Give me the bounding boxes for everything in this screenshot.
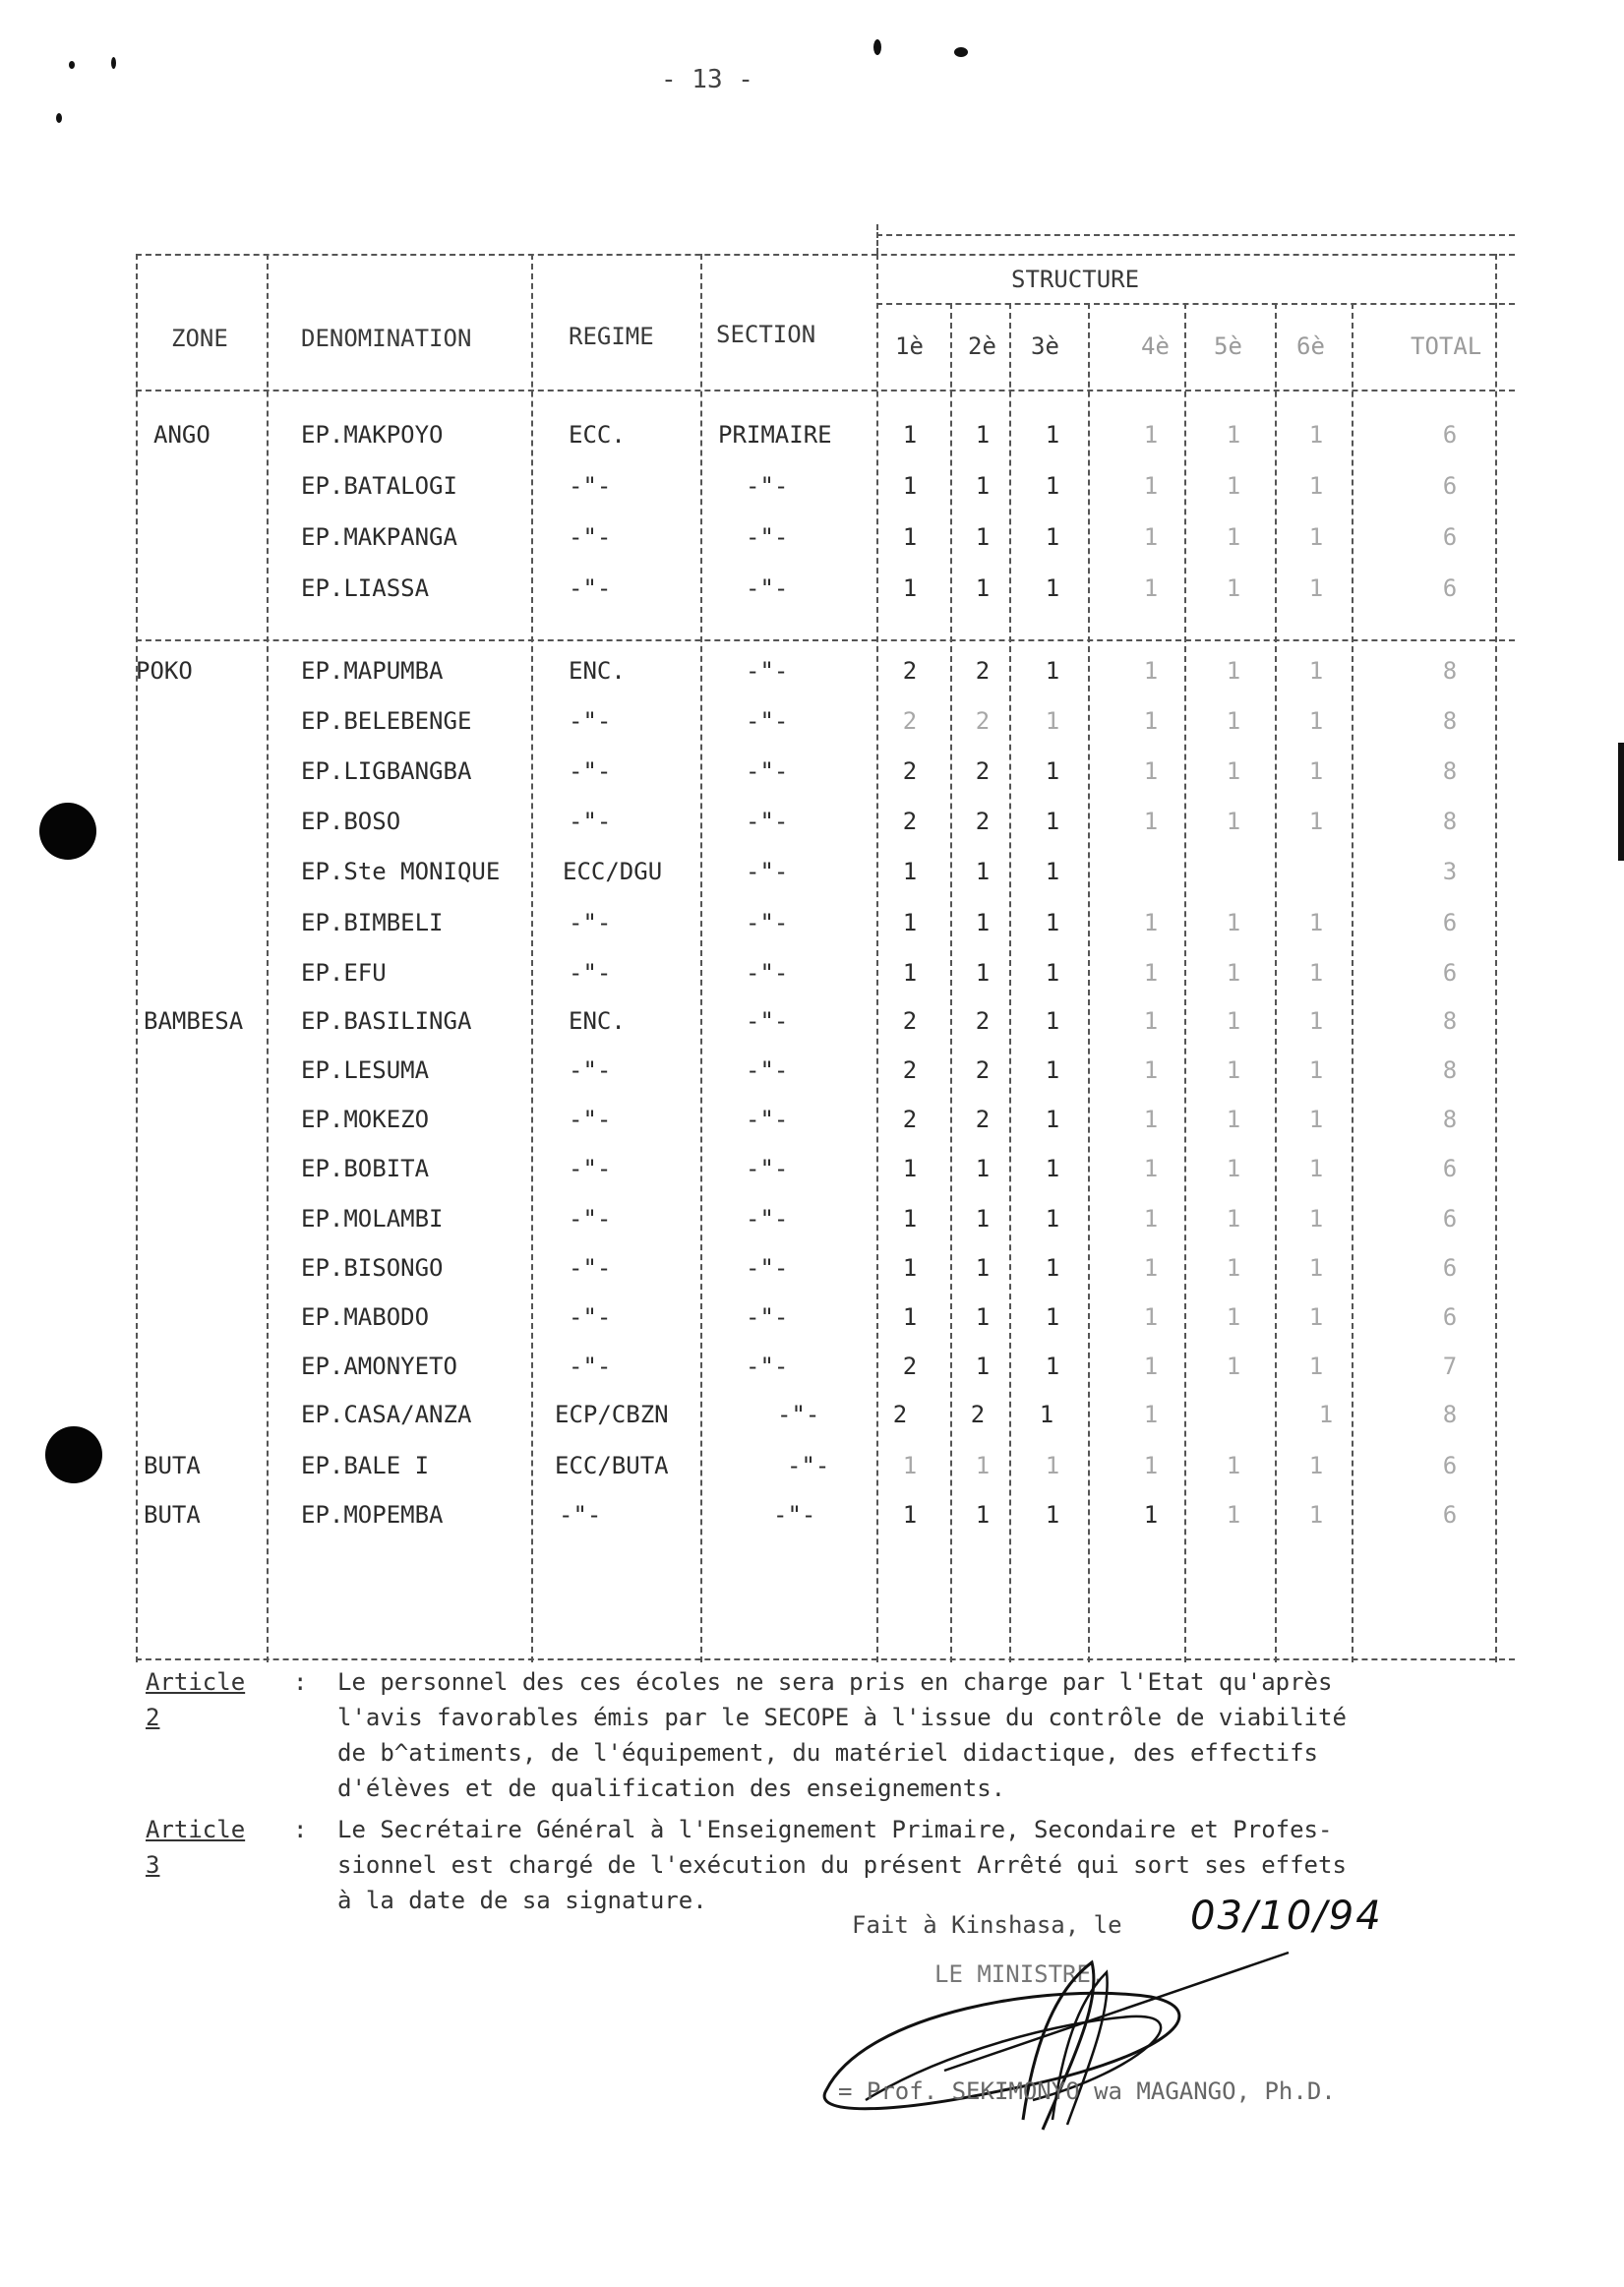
grade-5-cell: 1 <box>1226 1106 1241 1133</box>
grade-4-cell: 1 <box>1143 657 1159 685</box>
total-cell: 6 <box>1442 959 1458 987</box>
grade-3-cell: 1 <box>1045 1205 1060 1233</box>
denomination-cell: EP.BIMBELI <box>301 909 444 936</box>
grade-4-cell: 1 <box>1143 1155 1159 1182</box>
article-3-label: Article 3 <box>146 1816 246 1879</box>
grade-2-cell: 2 <box>975 1056 991 1084</box>
grade-6-cell: 1 <box>1308 1205 1324 1233</box>
scan-speck <box>69 61 75 69</box>
total-cell: 6 <box>1442 523 1458 551</box>
grade-2-cell: 1 <box>975 959 991 987</box>
section-cell: -"- <box>787 1452 830 1479</box>
total-cell: 8 <box>1442 757 1458 785</box>
grade-5-cell: 1 <box>1226 757 1241 785</box>
grade-4-cell: 1 <box>1143 757 1159 785</box>
header-grade-4: 4è <box>1141 332 1170 360</box>
grade-3-cell: 1 <box>1045 1007 1060 1035</box>
grade-3-cell: 1 <box>1045 959 1060 987</box>
regime-cell: -"- <box>569 707 612 735</box>
grade-3-cell: 1 <box>1045 472 1060 500</box>
regime-cell: -"- <box>569 1106 612 1133</box>
section-cell: -"- <box>746 1353 789 1380</box>
table-row <box>136 848 1515 895</box>
grade-6-cell: 1 <box>1308 1303 1324 1331</box>
zone-cell: BUTA <box>144 1501 201 1529</box>
section-cell: -"- <box>746 1007 789 1035</box>
header-denomination: DENOMINATION <box>301 325 472 352</box>
grade-3-cell: 1 <box>1039 1401 1054 1428</box>
table-row <box>136 997 1515 1045</box>
grade-6-cell: 1 <box>1308 523 1324 551</box>
grade-6-cell: 1 <box>1308 808 1324 835</box>
total-cell: 6 <box>1442 1303 1458 1331</box>
grade-2-cell: 1 <box>975 472 991 500</box>
regime-cell: -"- <box>569 1155 612 1182</box>
grade-6-cell: 1 <box>1308 1501 1324 1529</box>
grade-5-cell: 1 <box>1226 808 1241 835</box>
grade-2-cell: 1 <box>975 1303 991 1331</box>
grade-2-cell: 1 <box>975 1353 991 1380</box>
regime-cell: -"- <box>569 1303 612 1331</box>
grade-4-cell: 1 <box>1143 472 1159 500</box>
article-2-text: Le personnel des ces écoles ne sera pris en charge par l'Etat qu'après l'avis favorables émis par le SECOPE à l'issue du contrôle de viabilité de b^atiments, de l'équipement, du matériel didactique, des effectifs d'élèves et de qualification des enseignements. <box>337 1668 1347 1802</box>
grade-2-cell: 1 <box>975 523 991 551</box>
section-cell: -"- <box>746 523 789 551</box>
section-cell: -"- <box>746 1155 789 1182</box>
handwritten-signature <box>807 1943 1298 2139</box>
grade-3-cell: 1 <box>1045 1254 1060 1282</box>
denomination-cell: EP.BELEBENGE <box>301 707 472 735</box>
section-cell: -"- <box>746 1056 789 1084</box>
grade-5-cell: 1 <box>1226 523 1241 551</box>
grade-6-cell: 1 <box>1308 1056 1324 1084</box>
grade-1-cell: 1 <box>902 909 918 936</box>
grade-1-cell: 2 <box>902 1106 918 1133</box>
section-cell: -"- <box>777 1401 820 1428</box>
section-cell: -"- <box>773 1501 816 1529</box>
punch-hole <box>45 1426 102 1483</box>
denomination-cell: EP.MOPEMBA <box>301 1501 444 1529</box>
denomination-cell: EP.LESUMA <box>301 1056 430 1084</box>
grade-6-cell: 1 <box>1308 657 1324 685</box>
regime-cell: -"- <box>569 909 612 936</box>
grade-1-cell: 1 <box>902 959 918 987</box>
header-section: SECTION <box>716 321 816 348</box>
grade-3-cell: 1 <box>1045 523 1060 551</box>
total-cell: 8 <box>1442 707 1458 735</box>
regime-cell: ECC/DGU <box>563 858 663 885</box>
grade-6-cell: 1 <box>1308 707 1324 735</box>
grade-2-cell: 1 <box>975 858 991 885</box>
grade-1-cell: 1 <box>902 472 918 500</box>
grade-2-cell: 2 <box>975 1007 991 1035</box>
grade-2-cell: 1 <box>975 1205 991 1233</box>
regime-cell: -"- <box>569 1353 612 1380</box>
section-cell: -"- <box>746 707 789 735</box>
grade-4-cell: 1 <box>1143 574 1159 602</box>
grade-4-cell: 1 <box>1143 1056 1159 1084</box>
table-rule <box>876 234 1515 236</box>
section-cell: -"- <box>746 757 789 785</box>
section-cell: -"- <box>746 909 789 936</box>
grade-6-cell: 1 <box>1308 1254 1324 1282</box>
article-3-colon: : <box>293 1816 308 1843</box>
grade-4-cell: 1 <box>1143 1254 1159 1282</box>
regime-cell: -"- <box>569 1254 612 1282</box>
minister-title: LE MINISTRE, <box>934 1960 1106 1988</box>
table-rule <box>876 224 878 254</box>
table-rule <box>136 390 1515 391</box>
section-cell: -"- <box>746 858 789 885</box>
total-cell: 6 <box>1442 909 1458 936</box>
grade-3-cell: 1 <box>1045 421 1060 449</box>
regime-cell: ECC/BUTA <box>555 1452 669 1479</box>
table-row <box>136 513 1515 561</box>
grade-1-cell: 1 <box>902 1254 918 1282</box>
grade-2-cell: 2 <box>970 1401 986 1428</box>
grade-3-cell: 1 <box>1045 808 1060 835</box>
total-cell: 6 <box>1442 1254 1458 1282</box>
grade-4-cell: 1 <box>1143 1452 1159 1479</box>
grade-5-cell: 1 <box>1226 1353 1241 1380</box>
denomination-cell: EP.BOBITA <box>301 1155 430 1182</box>
denomination-cell: EP.MAKPOYO <box>301 421 444 449</box>
grade-4-cell: 1 <box>1143 959 1159 987</box>
grade-3-cell: 1 <box>1045 1155 1060 1182</box>
denomination-cell: EP.MABODO <box>301 1303 430 1331</box>
grade-1-cell: 2 <box>902 657 918 685</box>
header-structure: STRUCTURE <box>1011 266 1140 293</box>
grade-1-cell: 2 <box>902 1353 918 1380</box>
section-cell: -"- <box>746 472 789 500</box>
header-grade-3: 3è <box>1031 332 1059 360</box>
grade-1-cell: 2 <box>902 1056 918 1084</box>
grade-6-cell: 1 <box>1308 1155 1324 1182</box>
scan-speck <box>873 39 881 55</box>
grade-1-cell: 1 <box>902 1205 918 1233</box>
grade-3-cell: 1 <box>1045 707 1060 735</box>
grade-6-cell: 1 <box>1308 1007 1324 1035</box>
grade-5-cell: 1 <box>1226 1155 1241 1182</box>
grade-3-cell: 1 <box>1045 1501 1060 1529</box>
schools-table <box>136 254 1515 1662</box>
grade-5-cell: 1 <box>1226 1501 1241 1529</box>
table-row <box>136 411 1515 458</box>
grade-6-cell: 1 <box>1308 421 1324 449</box>
denomination-cell: EP.BASILINGA <box>301 1007 472 1035</box>
table-row <box>136 1195 1515 1242</box>
grade-1-cell: 1 <box>902 1452 918 1479</box>
table-row <box>136 1391 1515 1438</box>
table-row <box>136 748 1515 795</box>
grade-6-cell: 1 <box>1308 472 1324 500</box>
total-cell: 6 <box>1442 1155 1458 1182</box>
grade-1-cell: 2 <box>902 707 918 735</box>
handwritten-date: 03/10/94 <box>1190 1894 1383 1939</box>
table-row <box>136 565 1515 612</box>
table-row <box>136 798 1515 845</box>
grade-4-cell: 1 <box>1143 1106 1159 1133</box>
grade-2-cell: 2 <box>975 808 991 835</box>
grade-1-cell: 2 <box>902 757 918 785</box>
header-grade-1: 1è <box>895 332 924 360</box>
grade-5-cell: 1 <box>1226 1303 1241 1331</box>
grade-3-cell: 1 <box>1045 657 1060 685</box>
total-cell: 7 <box>1442 1353 1458 1380</box>
grade-5-cell: 1 <box>1226 657 1241 685</box>
denomination-cell: EP.BALE I <box>301 1452 430 1479</box>
article-2-colon: : <box>293 1668 308 1696</box>
regime-cell: -"- <box>569 959 612 987</box>
denomination-cell: EP.MOLAMBI <box>301 1205 444 1233</box>
regime-cell: ECC. <box>569 421 626 449</box>
header-total: TOTAL <box>1411 332 1482 360</box>
header-grade-5: 5è <box>1214 332 1242 360</box>
grade-3-cell: 1 <box>1045 909 1060 936</box>
denomination-cell: EP.AMONYETO <box>301 1353 457 1380</box>
grade-1-cell: 1 <box>902 421 918 449</box>
denomination-cell: EP.BATALOGI <box>301 472 457 500</box>
denomination-cell: EP.MOKEZO <box>301 1106 430 1133</box>
regime-cell: -"- <box>569 523 612 551</box>
grade-4-cell: 1 <box>1143 808 1159 835</box>
grade-1-cell: 1 <box>902 1501 918 1529</box>
section-cell: -"- <box>746 808 789 835</box>
grade-5-cell: 1 <box>1226 909 1241 936</box>
total-cell: 6 <box>1442 472 1458 500</box>
article-3-text: Le Secrétaire Général à l'Enseignement Primaire, Secondaire et Profes- sionnel est chargé de l'exécution du présent Arrêté qui sort ses effets à la date de sa signature. <box>337 1816 1347 1914</box>
grade-2-cell: 1 <box>975 1501 991 1529</box>
grade-4-cell: 1 <box>1143 421 1159 449</box>
grade-2-cell: 1 <box>975 1155 991 1182</box>
denomination-cell: EP.BISONGO <box>301 1254 444 1282</box>
grade-1-cell: 1 <box>902 523 918 551</box>
page-number: - 13 - <box>661 65 753 94</box>
regime-cell: -"- <box>569 808 612 835</box>
grade-1-cell: 1 <box>902 574 918 602</box>
grade-1-cell: 1 <box>902 1155 918 1182</box>
grade-5-cell: 1 <box>1226 1007 1241 1035</box>
grade-2-cell: 1 <box>975 421 991 449</box>
grade-2-cell: 2 <box>975 707 991 735</box>
header-grade-6: 6è <box>1296 332 1325 360</box>
denomination-cell: EP.BOSO <box>301 808 401 835</box>
grade-2-cell: 2 <box>975 757 991 785</box>
denomination-cell: EP.LIASSA <box>301 574 430 602</box>
table-row <box>136 1047 1515 1094</box>
section-cell: -"- <box>746 574 789 602</box>
grade-6-cell: 1 <box>1308 959 1324 987</box>
section-cell: -"- <box>746 1106 789 1133</box>
section-cell: -"- <box>746 959 789 987</box>
grade-6-cell: 1 <box>1308 1106 1324 1133</box>
grade-4-cell: 1 <box>1143 1353 1159 1380</box>
table-row <box>136 1096 1515 1143</box>
table-row <box>136 1145 1515 1192</box>
denomination-cell: EP.LIGBANGBA <box>301 757 472 785</box>
total-cell: 8 <box>1442 1401 1458 1428</box>
table-row <box>136 1343 1515 1390</box>
grade-5-cell: 1 <box>1226 574 1241 602</box>
scan-speck <box>111 57 116 69</box>
grade-3-cell: 1 <box>1045 1056 1060 1084</box>
table-rule <box>876 303 1515 305</box>
grade-1-cell: 2 <box>902 1007 918 1035</box>
grade-4-cell: 1 <box>1143 1501 1159 1529</box>
table-row <box>136 1244 1515 1292</box>
grade-5-cell: 1 <box>1226 1254 1241 1282</box>
denomination-cell: EP.MAPUMBA <box>301 657 444 685</box>
scan-speck <box>954 47 968 57</box>
total-cell: 6 <box>1442 421 1458 449</box>
edge-mark <box>1618 743 1624 861</box>
total-cell: 3 <box>1442 858 1458 885</box>
header-zone: ZONE <box>171 325 228 352</box>
table-row <box>136 1294 1515 1341</box>
table-row <box>136 899 1515 946</box>
grade-5-cell: 1 <box>1226 1056 1241 1084</box>
grade-5-cell: 1 <box>1226 472 1241 500</box>
grade-4-cell: 1 <box>1143 1007 1159 1035</box>
table-rule <box>136 1658 1515 1660</box>
total-cell: 8 <box>1442 1056 1458 1084</box>
total-cell: 6 <box>1442 574 1458 602</box>
table-row <box>136 462 1515 510</box>
total-cell: 6 <box>1442 1452 1458 1479</box>
zone-cell: ANGO <box>153 421 211 449</box>
section-cell: -"- <box>746 657 789 685</box>
grade-2-cell: 2 <box>975 1106 991 1133</box>
denomination-cell: EP.EFU <box>301 959 387 987</box>
denomination-cell: EP.MAKPANGA <box>301 523 457 551</box>
grade-4-cell: 1 <box>1143 909 1159 936</box>
grade-1-cell: 1 <box>902 1303 918 1331</box>
header-regime: REGIME <box>569 323 654 350</box>
total-cell: 8 <box>1442 808 1458 835</box>
grade-2-cell: 1 <box>975 1452 991 1479</box>
table-row <box>136 1491 1515 1538</box>
grade-5-cell: 1 <box>1226 1205 1241 1233</box>
table-row <box>136 647 1515 694</box>
table-row <box>136 1442 1515 1489</box>
grade-5-cell: 1 <box>1226 421 1241 449</box>
header-grade-2: 2è <box>968 332 996 360</box>
grade-1-cell: 2 <box>892 1401 908 1428</box>
grade-1-cell: 2 <box>902 808 918 835</box>
grade-4-cell: 1 <box>1143 523 1159 551</box>
place-and-date-line: Fait à Kinshasa, le <box>852 1911 1122 1939</box>
denomination-cell: EP.Ste MONIQUE <box>301 858 501 885</box>
regime-cell: -"- <box>569 757 612 785</box>
grade-3-cell: 1 <box>1045 757 1060 785</box>
scan-speck <box>56 113 62 123</box>
grade-5-cell: 1 <box>1226 707 1241 735</box>
section-cell: -"- <box>746 1303 789 1331</box>
zone-cell: BUTA <box>144 1452 201 1479</box>
total-cell: 8 <box>1442 1007 1458 1035</box>
grade-3-cell: 1 <box>1045 1353 1060 1380</box>
denomination-cell: EP.CASA/ANZA <box>301 1401 472 1428</box>
grade-6-cell: 1 <box>1308 1353 1324 1380</box>
grade-4-cell: 1 <box>1143 707 1159 735</box>
grade-4-cell: 1 <box>1143 1205 1159 1233</box>
signatory-name: = Prof. SEKIMONYO wa MAGANGO, Ph.D. <box>838 2077 1336 2105</box>
regime-cell: ECP/CBZN <box>555 1401 669 1428</box>
regime-cell: ENC. <box>569 1007 626 1035</box>
regime-cell: -"- <box>569 574 612 602</box>
regime-cell: -"- <box>569 1205 612 1233</box>
grade-5-cell: 1 <box>1226 959 1241 987</box>
grade-6-cell: 1 <box>1308 1452 1324 1479</box>
table-rule <box>136 639 1515 641</box>
grade-3-cell: 1 <box>1045 858 1060 885</box>
section-cell: PRIMAIRE <box>718 421 832 449</box>
grade-3-cell: 1 <box>1045 1106 1060 1133</box>
regime-cell: -"- <box>569 472 612 500</box>
zone-cell: BAMBESA <box>144 1007 244 1035</box>
grade-6-cell: 1 <box>1308 757 1324 785</box>
grade-3-cell: 1 <box>1045 574 1060 602</box>
grade-6-cell: 1 <box>1318 1401 1334 1428</box>
regime-cell: -"- <box>569 1056 612 1084</box>
total-cell: 8 <box>1442 1106 1458 1133</box>
grade-4-cell: 1 <box>1143 1401 1159 1428</box>
article-2-label: Article 2 <box>146 1668 246 1731</box>
grade-4-cell: 1 <box>1143 1303 1159 1331</box>
total-cell: 6 <box>1442 1501 1458 1529</box>
punch-hole <box>39 803 96 860</box>
grade-2-cell: 1 <box>975 909 991 936</box>
grade-6-cell: 1 <box>1308 574 1324 602</box>
grade-3-cell: 1 <box>1045 1452 1060 1479</box>
grade-2-cell: 2 <box>975 657 991 685</box>
regime-cell: ENC. <box>569 657 626 685</box>
grade-3-cell: 1 <box>1045 1303 1060 1331</box>
grade-1-cell: 1 <box>902 858 918 885</box>
section-cell: -"- <box>746 1254 789 1282</box>
total-cell: 8 <box>1442 657 1458 685</box>
table-row <box>136 697 1515 745</box>
regime-cell: -"- <box>559 1501 602 1529</box>
grade-2-cell: 1 <box>975 574 991 602</box>
table-rule <box>136 254 1515 256</box>
zone-cell: POKO <box>136 657 193 685</box>
total-cell: 6 <box>1442 1205 1458 1233</box>
grade-6-cell: 1 <box>1308 909 1324 936</box>
table-row <box>136 949 1515 996</box>
section-cell: -"- <box>746 1205 789 1233</box>
grade-5-cell: 1 <box>1226 1452 1241 1479</box>
grade-2-cell: 1 <box>975 1254 991 1282</box>
